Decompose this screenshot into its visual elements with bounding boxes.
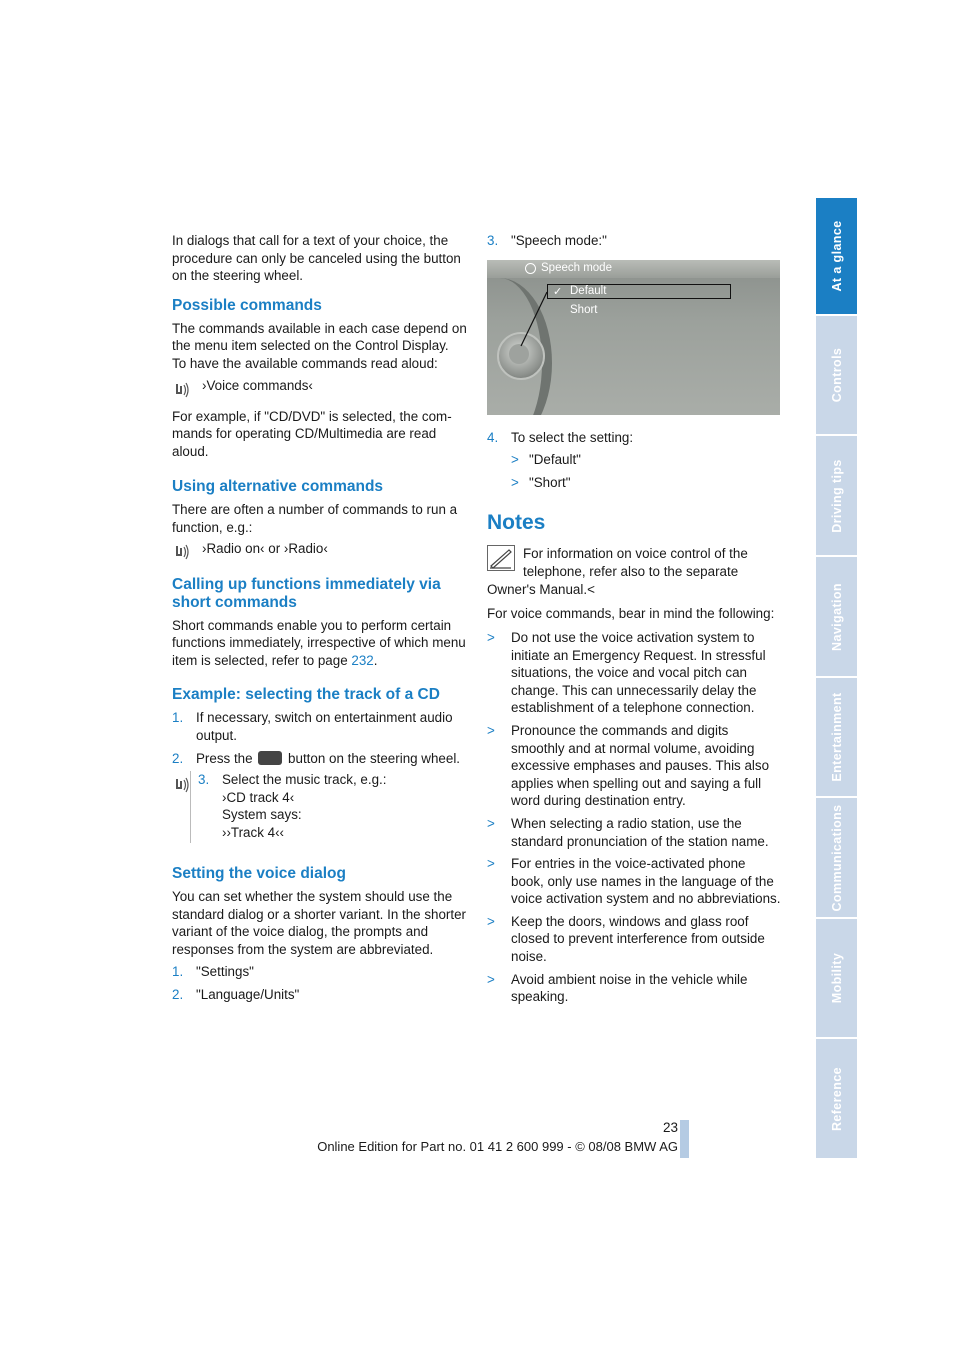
note-icon [487,545,515,571]
step-number: 4. [487,429,499,445]
note-end-mark: < [587,582,595,598]
tab-entertainment[interactable] [816,678,857,796]
voice-command-icon [172,777,190,793]
step-number: 1. [172,710,184,726]
tab-reference[interactable] [816,1039,857,1158]
heading-possible-commands: Possible commands [172,296,322,314]
heading-setting-voice-dialog: Setting the voice dialog [172,865,346,883]
tab-mobility[interactable] [816,919,857,1037]
bullet-marker: > [487,856,495,872]
heading-notes: Notes [487,511,546,535]
chapter-tabs [816,198,857,1160]
bullet-marker: > [511,452,519,468]
right-step-4 [487,429,781,447]
intro-paragraph: In dialogs that call for a text of your choice, the procedure can only be canceled using the button on the steering wheel. [172,233,461,284]
bullet-text: Do not use the voice activation system to initiate an Emergency Request. In stressful situations, the voice and vocal pitch can change. This can unnecessarily delay the establishment of a telephone connection. [511,629,766,716]
page-reference-link[interactable]: 232 [351,652,374,668]
bullet-text: When selecting a radio station, use the standard pronunciation of the station name. [511,815,769,849]
tab-controls[interactable] [816,316,857,434]
bullet-text: Avoid ambient noise in the vehicle while speaking. [511,971,748,1005]
step-text: "Settings" [196,964,254,980]
step-text-before: Press the [196,750,253,766]
step-number: 3. [487,233,499,248]
notes-bullet-item [487,971,781,1006]
tab-label: Driving tips [829,458,844,533]
example-step-2 [172,750,468,768]
option-text: "Default" [529,452,581,468]
tab-communications[interactable] [816,798,857,917]
steering-wheel-voice-button-icon [258,751,282,765]
edition-footer: Online Edition for Part no. 01 41 2 600 999 - © 08/08 BMW AG [317,1139,678,1154]
tab-driving-tips[interactable] [816,436,857,555]
notes-bullet-item [487,629,781,717]
tab-label: Controls [829,347,844,403]
tab-navigation[interactable] [816,557,857,676]
setting-step-1 [172,963,468,981]
example-step-3-voice-block [172,771,468,843]
step-text: To select the setting: [511,429,634,445]
possible-commands-example: For example, if "CD/DVD" is selected, the commands for operating CD/Multimedia are read aloud. [172,408,452,459]
right-column [487,232,781,1011]
step-number: 2. [172,750,184,766]
short-commands-text [172,617,468,670]
note-text: Owner's Manual. [487,582,588,598]
voice-command-icon [172,382,190,398]
step-3-line-3: System says: [222,807,302,823]
short-commands-body: Short commands enable you to perform certain functions immediately, irrespective of which menu item is selected, refer to page [172,617,466,668]
page-number-bar [680,1120,689,1158]
bullet-text: Keep the doors, windows and glass roof closed to prevent interference from outside noise. [511,913,765,965]
bullet-marker: > [487,629,495,645]
notes-bullet-item [487,855,781,908]
callout-line [517,290,557,350]
notes-intro: For voice commands, bear in mind the following: [487,606,775,622]
setting-voice-dialog-text: You can set whether the system should use the standard dialog or a shorter variant. In the shorter variant of the voice dialog, the prompts and responses from the system are abbreviated. [172,889,467,957]
option-text: "Short" [529,474,571,490]
note-line-2: telephone, refer also to the separate [523,564,739,580]
check-icon: ✓ [553,285,563,298]
step-3-line-1: Select the music track, e.g.: [222,772,387,788]
example-step-3 [198,771,482,841]
bullet-marker: > [487,815,495,831]
voice-command-text: ›Voice commands‹ [202,377,313,393]
voice-command-block [172,376,468,402]
screen-option-label[interactable]: Short [570,303,598,316]
option-short [487,474,781,492]
settings-icon [525,263,536,274]
heading-example: Example: selecting the track of a CD [172,686,440,704]
screen-title: Speech mode [541,261,612,274]
notes-bullet-list [487,629,781,1006]
note-line-1: For information on voice control of the [523,546,748,562]
bullet-marker: > [487,913,495,929]
tab-label: At a glance [829,220,844,292]
step-number: 3. [198,772,210,788]
tab-label: Communications [829,804,844,911]
heading-alternative-commands: Using alternative commands [172,478,384,496]
notes-bullet-item [487,815,781,850]
tab-label: Navigation [829,582,844,651]
step-text-after: button on the steering wheel. [288,750,461,766]
step-3-line-2: ›CD track 4‹ [222,789,295,805]
possible-commands-text-2: To have the available commands read aloud: [172,355,438,371]
notes-bullet-item [487,722,781,810]
heading-short-commands [172,576,468,612]
page-number: 23 [662,1120,678,1135]
short-commands-period: . [373,652,378,668]
note-line-3 [487,581,595,599]
tab-label: Reference [829,1066,844,1131]
example-step-1 [172,709,468,744]
step-number: 1. [172,964,184,980]
step-text: "Speech mode:" [511,233,607,248]
voice-block-divider [190,771,191,843]
bullet-marker: > [487,722,495,738]
step-3-line-4: ››Track 4‹‹ [222,824,284,840]
setting-step-2 [172,986,468,1004]
tab-label: Mobility [829,952,844,1004]
voice-command-block-alt [172,540,468,564]
heading-short-commands-line1: Calling up functions immediately via [172,575,441,593]
heading-short-commands-line2: short commands [172,593,297,611]
screen-option-label: Default [570,284,607,297]
notes-bullet-item [487,913,781,966]
step-number: 2. [172,987,184,1003]
voice-command-text: ›Radio on‹ or ›Radio‹ [202,540,328,556]
left-column [172,232,468,1004]
right-step-3 [487,232,781,250]
control-display-screenshot [487,260,780,415]
step-text: "Language/Units" [196,987,300,1003]
tab-label: Entertainment [829,692,844,782]
option-default [487,451,781,469]
bullet-text: Pronounce the commands and digits smoothly and at normal volume, avoiding excessive emphases and pauses. This also applies when spelling out and saying a full word during destination entry. [511,722,770,809]
possible-commands-text: The commands available in each case depend on the menu item selected on the Control Display. [172,320,467,354]
alternative-commands-text: There are often a number of commands to run a function, e.g.: [172,502,458,535]
bullet-text: For entries in the voice-activated phone book, only use names in the language of the voice activation system and no abbreviations. [511,856,781,907]
bullet-marker: > [511,474,519,490]
step-text: If necessary, switch on entertainment audio output. [196,710,453,743]
note-block [487,545,781,599]
voice-command-icon [172,544,190,560]
bullet-marker: > [487,971,495,987]
tab-at-a-glance[interactable] [816,198,857,314]
